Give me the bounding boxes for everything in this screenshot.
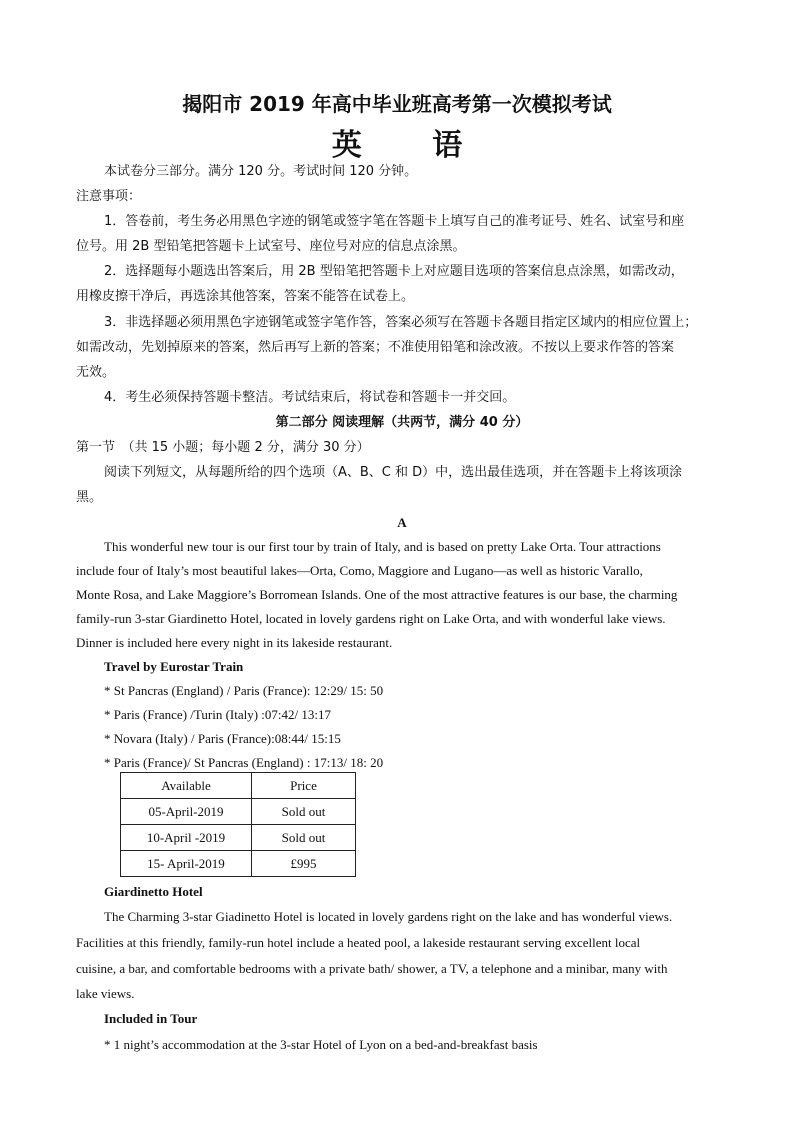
table-cell-price: Sold out <box>252 799 356 825</box>
passage-p2-line-4: lake views. <box>76 986 135 1001</box>
table-cell-price: Sold out <box>252 825 356 851</box>
note-1-line-2: 位号。用 2B 型铅笔把答题卡上试室号、座位号对应的信息点涂黑。 <box>76 239 466 254</box>
note-2-line-2: 用橡皮擦干净后，再选涂其他答案，答案不能答在试卷上。 <box>76 289 415 304</box>
passage-p2-line-2: Facilities at this friendly, family-run hotel include a heated pool, a lakeside restaurant serving excellent local <box>76 935 641 950</box>
schedule-item: * St Pancras (England) / Paris (France): 12:29/ 15: 50 <box>104 683 384 698</box>
passage-p2-line-1: The Charming 3-star Giadinetto Hotel is located in lovely gardens right on the lake and has wonderful views. <box>104 909 673 924</box>
table-cell-date: 05-April-2019 <box>121 799 252 825</box>
price-table <box>120 772 356 877</box>
passage-p1-line-1: This wonderful new tour is our first tour by train of Italy, and is based on pretty Lake Orta. Tour attractions <box>104 539 661 554</box>
passage-p1-line-4: family-run 3-star Giardinetto Hotel, located in lovely gardens right on Lake Orta, and with wonderful lake views. <box>76 611 666 626</box>
table-row <box>121 851 356 877</box>
travel-heading: Travel by Eurostar Train <box>104 659 244 674</box>
exam-title: 揭阳市 2019 年高中毕业班高考第一次模拟考试 <box>182 92 612 116</box>
table-cell-price: £995 <box>252 851 356 877</box>
subject-char-1: 英 <box>331 128 362 163</box>
schedule-item: * Paris (France) /Turin (Italy) :07:42/ 13:17 <box>104 707 331 722</box>
note-1-line-1: 1．答卷前，考生务必用黑色字迹的钢笔或签字笔在答题卡上填写自己的准考证号、姓名、试室号和座 <box>104 214 685 229</box>
section-1-heading: 第一节 （共 15 小题；每小题 2 分，满分 30 分） <box>76 440 370 455</box>
table-header-price: Price <box>252 773 356 799</box>
passage-p1-line-2: include four of Italy’s most beautiful lakes—Orta, Como, Maggiore and Lugano—as well as historic Varallo, <box>76 563 643 578</box>
included-item: * 1 night’s accommodation at the 3-star Hotel of Lyon on a bed-and-breakfast basis <box>104 1037 538 1052</box>
table-row <box>121 825 356 851</box>
schedule-item: * Paris (France)/ St Pancras (England) : 17:13/ 18: 20 <box>104 755 384 770</box>
schedule-item: * Novara (Italy) / Paris (France):08:44/ 15:15 <box>104 731 341 746</box>
table-header-available: Available <box>121 773 252 799</box>
included-heading: Included in Tour <box>104 1011 198 1026</box>
subject-char-2: 语 <box>432 128 463 163</box>
passage-p1-line-5: Dinner is included here every night in its lakeside restaurant. <box>76 635 393 650</box>
table-row <box>121 799 356 825</box>
note-3-line-2: 如需改动，先划掉原来的答案，然后再写上新的答案；不准使用铅笔和涂改液。不按以上要求作答的答案 <box>76 340 675 355</box>
hotel-heading: Giardinetto Hotel <box>104 884 203 899</box>
note-4: 4．考生必须保持答题卡整洁。考试结束后，将试卷和答题卡一并交回。 <box>104 390 516 405</box>
passage-letter: A <box>397 515 407 530</box>
note-2-line-1: 2．选择题每小题选出答案后，用 2B 型铅笔把答题卡上对应题目选项的答案信息点涂黑，如需改动， <box>104 264 684 279</box>
intro-line: 本试卷分三部分。满分 120 分。考试时间 120 分钟。 <box>104 164 418 179</box>
table-cell-date: 15- April-2019 <box>121 851 252 877</box>
passage-p2-line-3: cuisine, a bar, and comfortable bedrooms with a private bath/ shower, a TV, a telephone and a minibar, many with <box>76 961 668 976</box>
subject-title <box>0 120 794 164</box>
passage-p1-line-3: Monte Rosa, and Lake Maggiore’s Borromean Islands. One of the most attractive features is our base, the charming <box>76 587 678 602</box>
table-cell-date: 10-April -2019 <box>121 825 252 851</box>
instruction-line-1: 阅读下列短文，从每题所给的四个选项（A、B、C 和 D）中，选出最佳选项，并在答题卡上将该项涂 <box>104 465 683 480</box>
instruction-line-2: 黑。 <box>76 490 103 505</box>
table-header-row <box>121 773 356 799</box>
notes-label: 注意事项： <box>76 189 142 204</box>
part-2-heading: 第二部分 阅读理解（共两节，满分 40 分） <box>275 415 529 430</box>
note-3-line-3: 无效。 <box>76 365 116 380</box>
note-3-line-1: 3．非选择题必须用黑色字迹钢笔或签字笔作答，答案必须写在答题卡各题目指定区域内的相应位置上； <box>104 315 698 330</box>
